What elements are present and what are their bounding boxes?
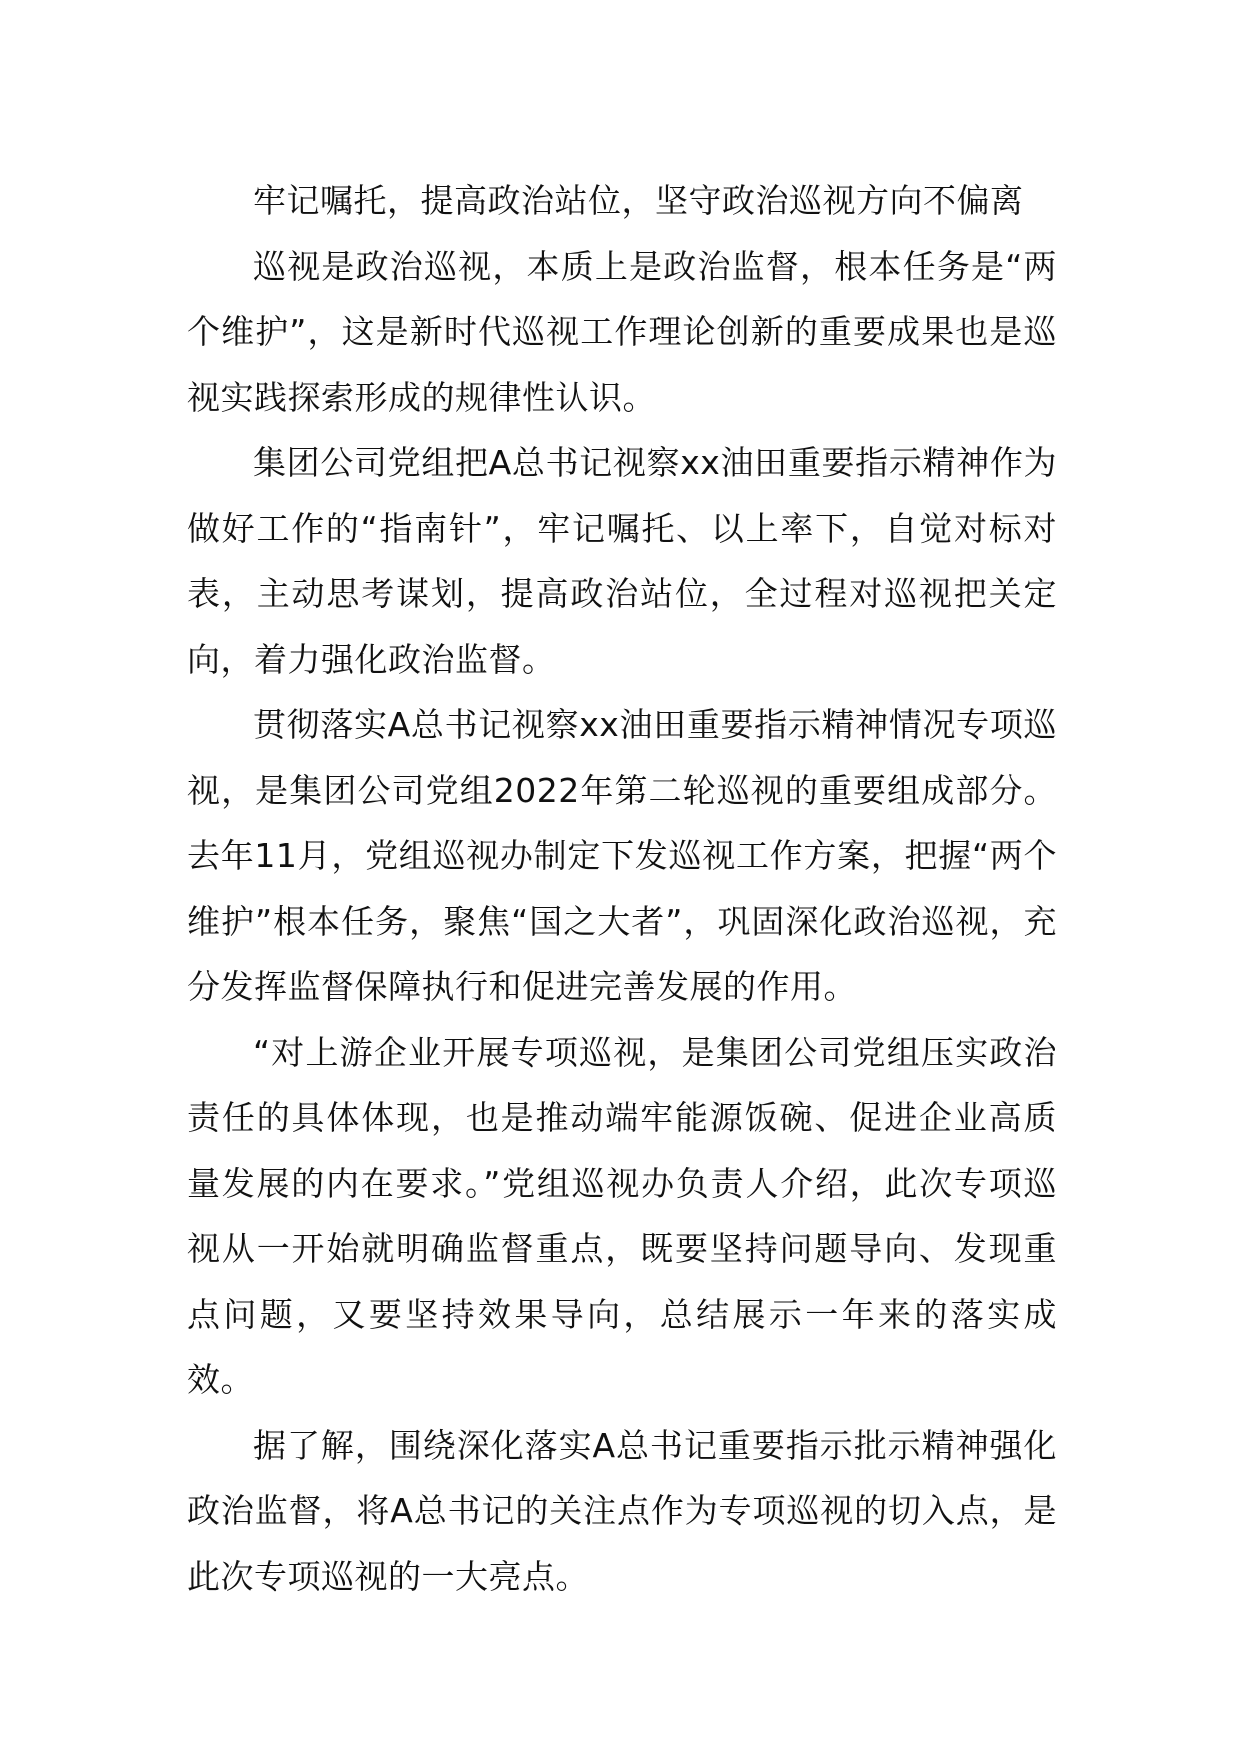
paragraph-1: 巡视是政治巡视，本质上是政治监督，根本任务是“两个维护”，这是新时代巡视工作理论创新的重要成果也是巡视实践探索形成的规律性认识。 bbox=[187, 246, 1057, 417]
document-body bbox=[187, 168, 1057, 1609]
section-heading: 牢记嘱托，提高政治站位，坚守政治巡视方向不偏离 bbox=[253, 181, 1024, 220]
paragraph-4: “对上游企业开展专项巡视，是集团公司党组压实政治责任的具体体现，也是推动端牢能源饭碗、促进企业高质量发展的内在要求。”党组巡视办负责人介绍，此次专项巡视从一开始就明确监督重点，既要坚持问题导向、发现重点问题，又要坚持效果导向，总结展示一年来的落实成效。 bbox=[187, 1032, 1057, 1399]
paragraph-5: 据了解，围绕深化落实A总书记重要指示批示精神强化政治监督，将A总书记的关注点作为专项巡视的切入点，是此次专项巡视的一大亮点。 bbox=[187, 1425, 1057, 1596]
paragraph-3: 贯彻落实A总书记视察xx油田重要指示精神情况专项巡视，是集团公司党组2022年第二轮巡视的重要组成部分。去年11月，党组巡视办制定下发巡视工作方案，把握“两个维护”根本任务，聚焦“国之大者”，巩固深化政治巡视，充分发挥监督保障执行和促进完善发展的作用。 bbox=[187, 705, 1057, 1006]
paragraph-2: 集团公司党组把A总书记视察xx油田重要指示精神作为做好工作的“指南针”，牢记嘱托、以上率下，自觉对标对表，主动思考谋划，提高政治站位，全过程对巡视把关定向，着力强化政治监督。 bbox=[187, 443, 1057, 679]
